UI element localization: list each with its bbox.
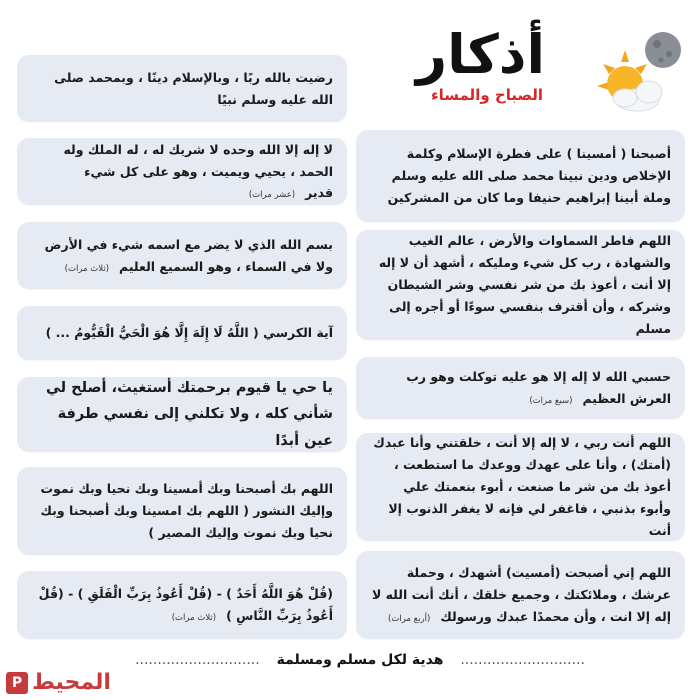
dhikr-card <box>356 130 685 222</box>
sun-cloud-icon <box>585 28 695 118</box>
dhikr-card <box>17 377 347 452</box>
dhikr-card <box>17 306 347 360</box>
dhikr-card <box>17 222 347 289</box>
footer-dots: ............................ <box>460 652 585 668</box>
dhikr-text: بسم الله الذي لا يضر مع اسمه شيء في الأرض ولا في السماء ، وهو السميع العليم <box>44 236 333 274</box>
dhikr-text: اللهم إني أصبحت (أمسيت) أشهدك ، وحملة عرشك ، وملائكتك ، وجميع خلقك ، أنك أنت الله لا إله إلا انت ، وأن محمدًا عبدك ورسولك <box>371 565 671 624</box>
repeat-count: (ثلاث مرات) <box>171 613 217 623</box>
page-title: أذكار <box>416 23 545 86</box>
dhikr-card <box>17 138 347 205</box>
dhikr-text: لا إله إلا الله وحده لا شريك له ، له الملك وله الحمد ، يحيي ويميت ، وهو على كل شيء قدير <box>63 141 333 201</box>
dhikr-text: اللهم بك أصبحنا وبك أمسينا وبك نحيا وبك نموت وإليك النشور ( اللهم بك امسينا وبك أصبحنا وبك نحيا وبك نموت وإليك المصير ) <box>40 481 333 540</box>
dhikr-text: حسبي الله لا إله إلا هو عليه توكلت وهو رب العرش العظيم <box>406 369 671 406</box>
dhikr-text: (قُلْ هُوَ اللَّهُ أَحَدٌ ) - (قُلْ أَعُوذُ بِرَبِّ الْفَلَقِ ) - (قُلْ أَعُوذُ بِرَبِّ النَّاسِ ) <box>38 586 333 623</box>
watermark-box: P <box>6 672 28 694</box>
repeat-count: (أربع مرات) <box>388 613 431 624</box>
dhikr-card <box>17 55 347 122</box>
repeat-count: (عشر مرات) <box>248 190 296 201</box>
footer-text: هدية لكل مسلم ومسلمة <box>276 652 444 668</box>
dhikr-text: آية الكرسي ( اللَّهُ لَا إِلَهَ إِلَّا هُوَ الْحَيُّ الْقَيُّومُ ... ) <box>45 325 333 341</box>
dhikr-card <box>356 230 685 340</box>
dhikr-text: اللهم أنت ربي ، لا إله إلا أنت ، خلقتني وأنا عبدك (أمتك) ، وأنا على عهدك ووعدك ما استطعت ، أعوذ بك من شر ما صنعت ، أبوء بنعمتك علي وأبوء بذنبي ، فاغفر لي فإنه لا يغفر الذنوب إلا أنت <box>373 435 671 538</box>
dhikr-text: رضيت بالله ربًا ، وبالإسلام دينًا ، وبمحمد صلى الله عليه وسلم نبيًا <box>54 69 333 107</box>
dhikr-text: اللهم فاطر السماوات والأرض ، عالم الغيب والشهادة ، رب كل شيء ومليكه ، أشهد أن لا إله إلا أنت ، أعوذ بك من شر نفسي وشر الشيطان وشركه ، وأن أقترف بنفسي سوءًا أو أجره إلى مسلم <box>378 233 671 336</box>
dhikr-card <box>17 467 347 555</box>
watermark-text: المحيط <box>32 670 111 695</box>
footer-dots: ............................ <box>135 652 260 668</box>
dhikr-text: يا حي يا قيوم برحمتك أستغيث، أصلح لي شأني كله ، ولا تكلني إلى نفسي طرفة عين أبدًا <box>46 380 333 449</box>
repeat-count: (سبع مرات) <box>529 396 573 406</box>
watermark-logo <box>6 670 111 695</box>
dhikr-card <box>356 433 685 541</box>
header <box>395 23 695 118</box>
repeat-count: (ثلاث مرات) <box>64 263 110 274</box>
dhikr-card <box>356 357 685 419</box>
dhikr-text: أصبحنا ( أمسينا ) على فطرة الإسلام وكلمة الإخلاص ودين نبينا محمد صلى الله عليه وسلم وملة أبينا إبراهيم حنيفا وما كان من المشركين <box>387 146 671 205</box>
footer <box>110 652 610 668</box>
dhikr-card <box>17 571 347 639</box>
page-subtitle: الصباح والمساء <box>430 86 543 104</box>
dhikr-card <box>356 551 685 639</box>
